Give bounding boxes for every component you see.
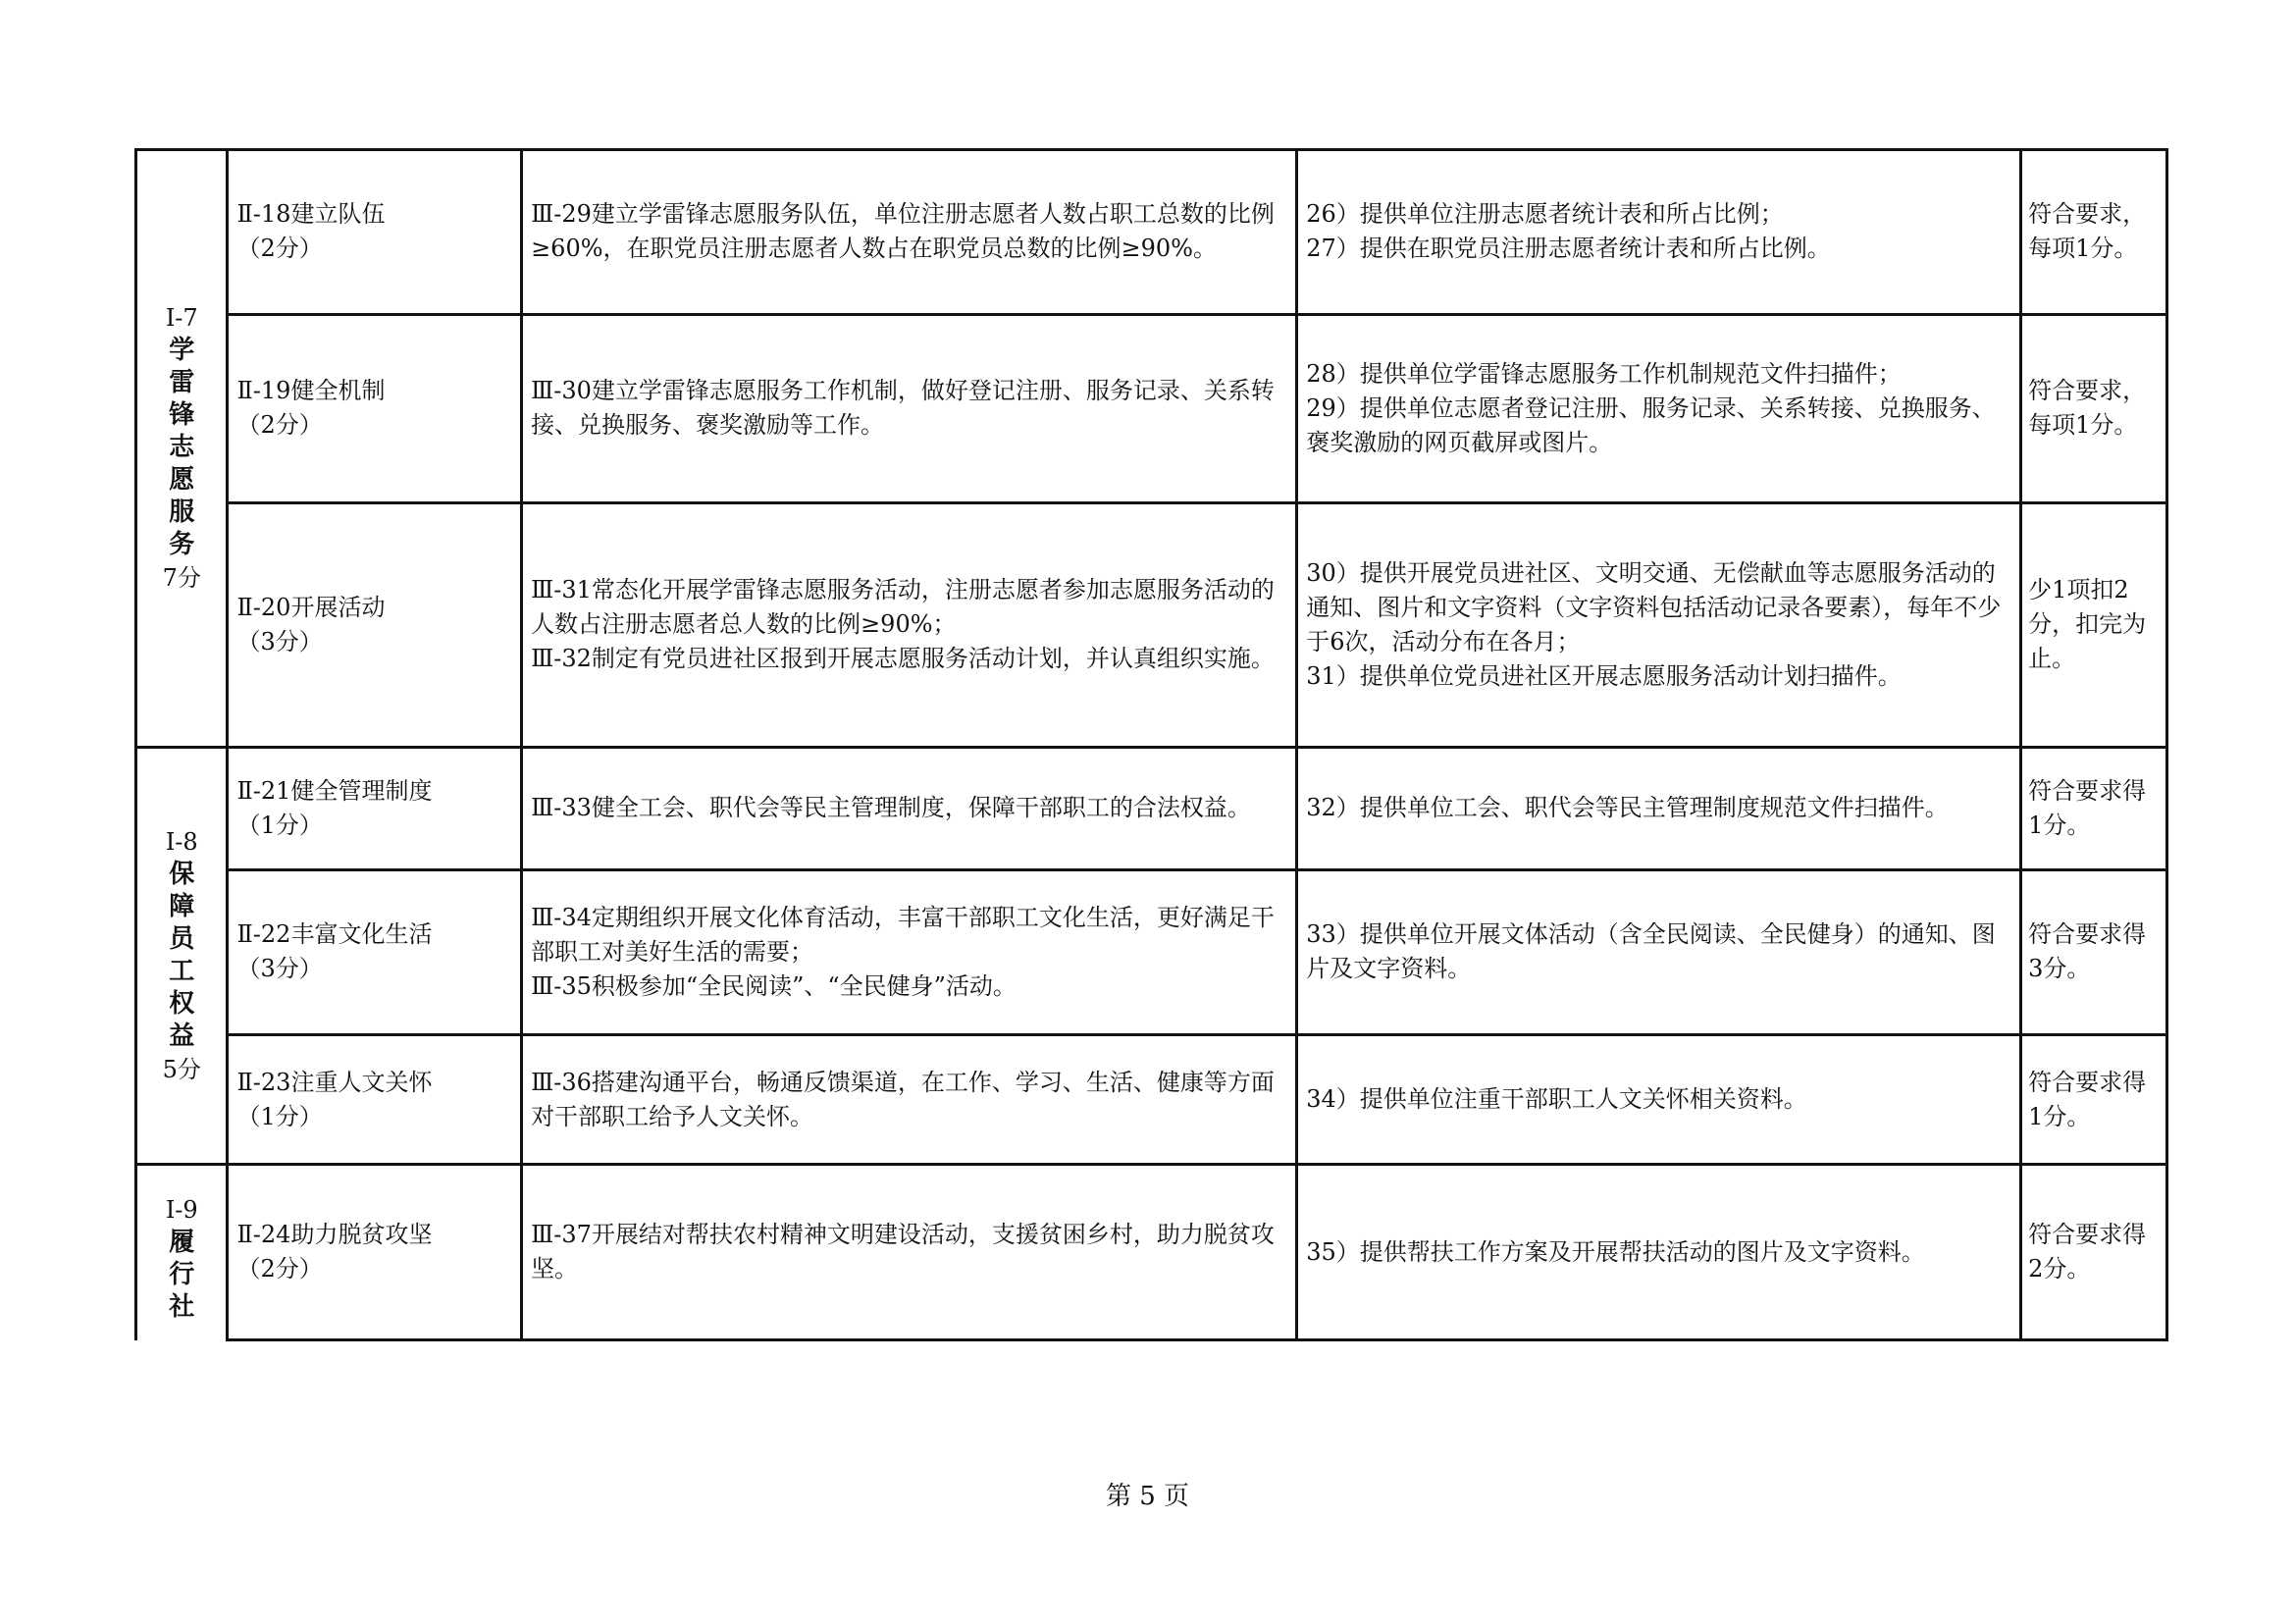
evidence-cell xyxy=(1297,1165,2021,1340)
criteria-text: Ⅲ-37开展结对帮扶农村精神文明建设活动，支援贫困乡村，助力脱贫攻坚。 xyxy=(531,1221,1275,1283)
table-row xyxy=(136,747,2167,869)
item-score: （1分） xyxy=(236,1102,323,1130)
item-code-name: Ⅱ-24助力脱贫攻坚 xyxy=(236,1221,433,1249)
scoring-cell: 符合要求得1分。 xyxy=(2021,747,2167,869)
criteria-text: Ⅲ-34定期组织开展文化体育活动，丰富干部职工文化生活，更好满足干部职工对美好生活的需要； xyxy=(531,903,1275,966)
item-cell xyxy=(228,869,522,1035)
category-code: Ⅰ-7 xyxy=(165,304,198,333)
evidence-text: 29）提供单位志愿者登记注册、服务记录、关系转接、兑换服务、褒奖激励的网页截屏或图片。 xyxy=(1306,393,1996,456)
criteria-text: Ⅲ-35积极参加“全民阅读”、“全民健身”活动。 xyxy=(531,971,1017,1000)
item-cell xyxy=(228,1035,522,1165)
category-score: 5分 xyxy=(162,1055,201,1083)
item-code-name: Ⅱ-22丰富文化生活 xyxy=(236,920,433,949)
evidence-text: 26）提供单位注册志愿者统计表和所占比例； xyxy=(1306,200,1784,229)
item-code-name: Ⅱ-18建立队伍 xyxy=(236,200,386,229)
criteria-cell xyxy=(522,747,1297,869)
evidence-text: 30）提供开展党员进社区、文明交通、无偿献血等志愿服务活动的通知、图片和文字资料（文字资料包括活动记录各要素），每年不少于6次，活动分布在各月； xyxy=(1306,558,2002,655)
criteria-text: Ⅲ-29建立学雷锋志愿服务队伍，单位注册志愿者人数占职工总数的比例≥60%，在职党员注册志愿者人数占在职党员总数的比例≥90%。 xyxy=(531,200,1275,263)
evidence-cell xyxy=(1297,869,2021,1035)
category-cell-i8 xyxy=(136,747,228,1165)
criteria-text: Ⅲ-32制定有党员进社区报到开展志愿服务活动计划，并认真组织实施。 xyxy=(531,645,1275,673)
item-code-name: Ⅱ-21健全管理制度 xyxy=(236,776,433,805)
item-code-name: Ⅱ-20开展活动 xyxy=(236,593,386,621)
criteria-text: Ⅲ-31常态化开展学雷锋志愿服务活动，注册志愿者参加志愿服务活动的人数占注册志愿者总人数的比例≥90%； xyxy=(531,576,1275,639)
item-score: （2分） xyxy=(236,235,323,263)
table-row xyxy=(136,503,2167,747)
scoring-cell: 符合要求得3分。 xyxy=(2021,869,2167,1035)
evidence-text: 33）提供单位开展文体活动（含全民阅读、全民健身）的通知、图片及文字资料。 xyxy=(1306,920,1996,983)
criteria-text: Ⅲ-33健全工会、职代会等民主管理制度，保障干部职工的合法权益。 xyxy=(531,794,1251,822)
evidence-cell xyxy=(1297,314,2021,503)
item-score: （1分） xyxy=(236,811,323,839)
evidence-cell xyxy=(1297,1035,2021,1165)
evidence-text: 32）提供单位工会、职代会等民主管理制度规范文件扫描件。 xyxy=(1306,794,1949,822)
criteria-cell xyxy=(522,503,1297,747)
item-cell xyxy=(228,1165,522,1340)
criteria-cell xyxy=(522,150,1297,315)
criteria-text: Ⅲ-36搭建沟通平台，畅通反馈渠道，在工作、学习、生活、健康等方面对干部职工给予人文关怀。 xyxy=(531,1068,1275,1130)
evidence-cell xyxy=(1297,503,2021,747)
evidence-text: 35）提供帮扶工作方案及开展帮扶活动的图片及文字资料。 xyxy=(1306,1237,1925,1266)
criteria-text: Ⅲ-30建立学雷锋志愿服务工作机制，做好登记注册、服务记录、关系转接、兑换服务、褒奖激励等工作。 xyxy=(531,377,1275,440)
category-score: 7分 xyxy=(162,564,201,593)
item-score: （2分） xyxy=(236,411,323,440)
item-score: （3分） xyxy=(236,627,323,655)
criteria-cell xyxy=(522,314,1297,503)
evaluation-table xyxy=(134,148,2168,1341)
category-code: Ⅰ-9 xyxy=(165,1196,198,1225)
table-row xyxy=(136,314,2167,503)
category-name: 履行社 xyxy=(169,1228,195,1323)
evidence-cell xyxy=(1297,747,2021,869)
evidence-text: 27）提供在职党员注册志愿者统计表和所占比例。 xyxy=(1306,235,1831,263)
item-score: （2分） xyxy=(236,1255,323,1283)
scoring-cell: 符合要求得1分。 xyxy=(2021,1035,2167,1165)
scoring-cell: 符合要求，每项1分。 xyxy=(2021,150,2167,315)
table-row xyxy=(136,1035,2167,1165)
table-row xyxy=(136,1165,2167,1340)
item-cell xyxy=(228,150,522,315)
evidence-text: 34）提供单位注重干部职工人文关怀相关资料。 xyxy=(1306,1085,1807,1114)
item-cell xyxy=(228,503,522,747)
evidence-text: 28）提供单位学雷锋志愿服务工作机制规范文件扫描件； xyxy=(1306,359,1902,388)
item-code-name: Ⅱ-19健全机制 xyxy=(236,377,386,405)
category-cell-i7 xyxy=(136,150,228,748)
evidence-text: 31）提供单位党员进社区开展志愿服务活动计划扫描件。 xyxy=(1306,661,1902,690)
criteria-cell xyxy=(522,1035,1297,1165)
category-code: Ⅰ-8 xyxy=(165,827,198,856)
item-code-name: Ⅱ-23注重人文关怀 xyxy=(236,1068,433,1096)
criteria-cell xyxy=(522,869,1297,1035)
scoring-cell: 符合要求，每项1分。 xyxy=(2021,314,2167,503)
page-number: 第 5 页 xyxy=(1105,1482,1190,1511)
scoring-cell: 少1项扣2分，扣完为止。 xyxy=(2021,503,2167,747)
scoring-cell: 符合要求得2分。 xyxy=(2021,1165,2167,1340)
item-cell xyxy=(228,314,522,503)
category-name: 学雷锋志愿服务 xyxy=(169,336,195,560)
category-cell-i9 xyxy=(136,1165,228,1340)
table-row xyxy=(136,150,2167,315)
item-cell xyxy=(228,747,522,869)
category-name: 保障员工权益 xyxy=(169,859,195,1051)
table-row xyxy=(136,869,2167,1035)
evidence-cell xyxy=(1297,150,2021,315)
item-score: （3分） xyxy=(236,955,323,983)
criteria-cell xyxy=(522,1165,1297,1340)
